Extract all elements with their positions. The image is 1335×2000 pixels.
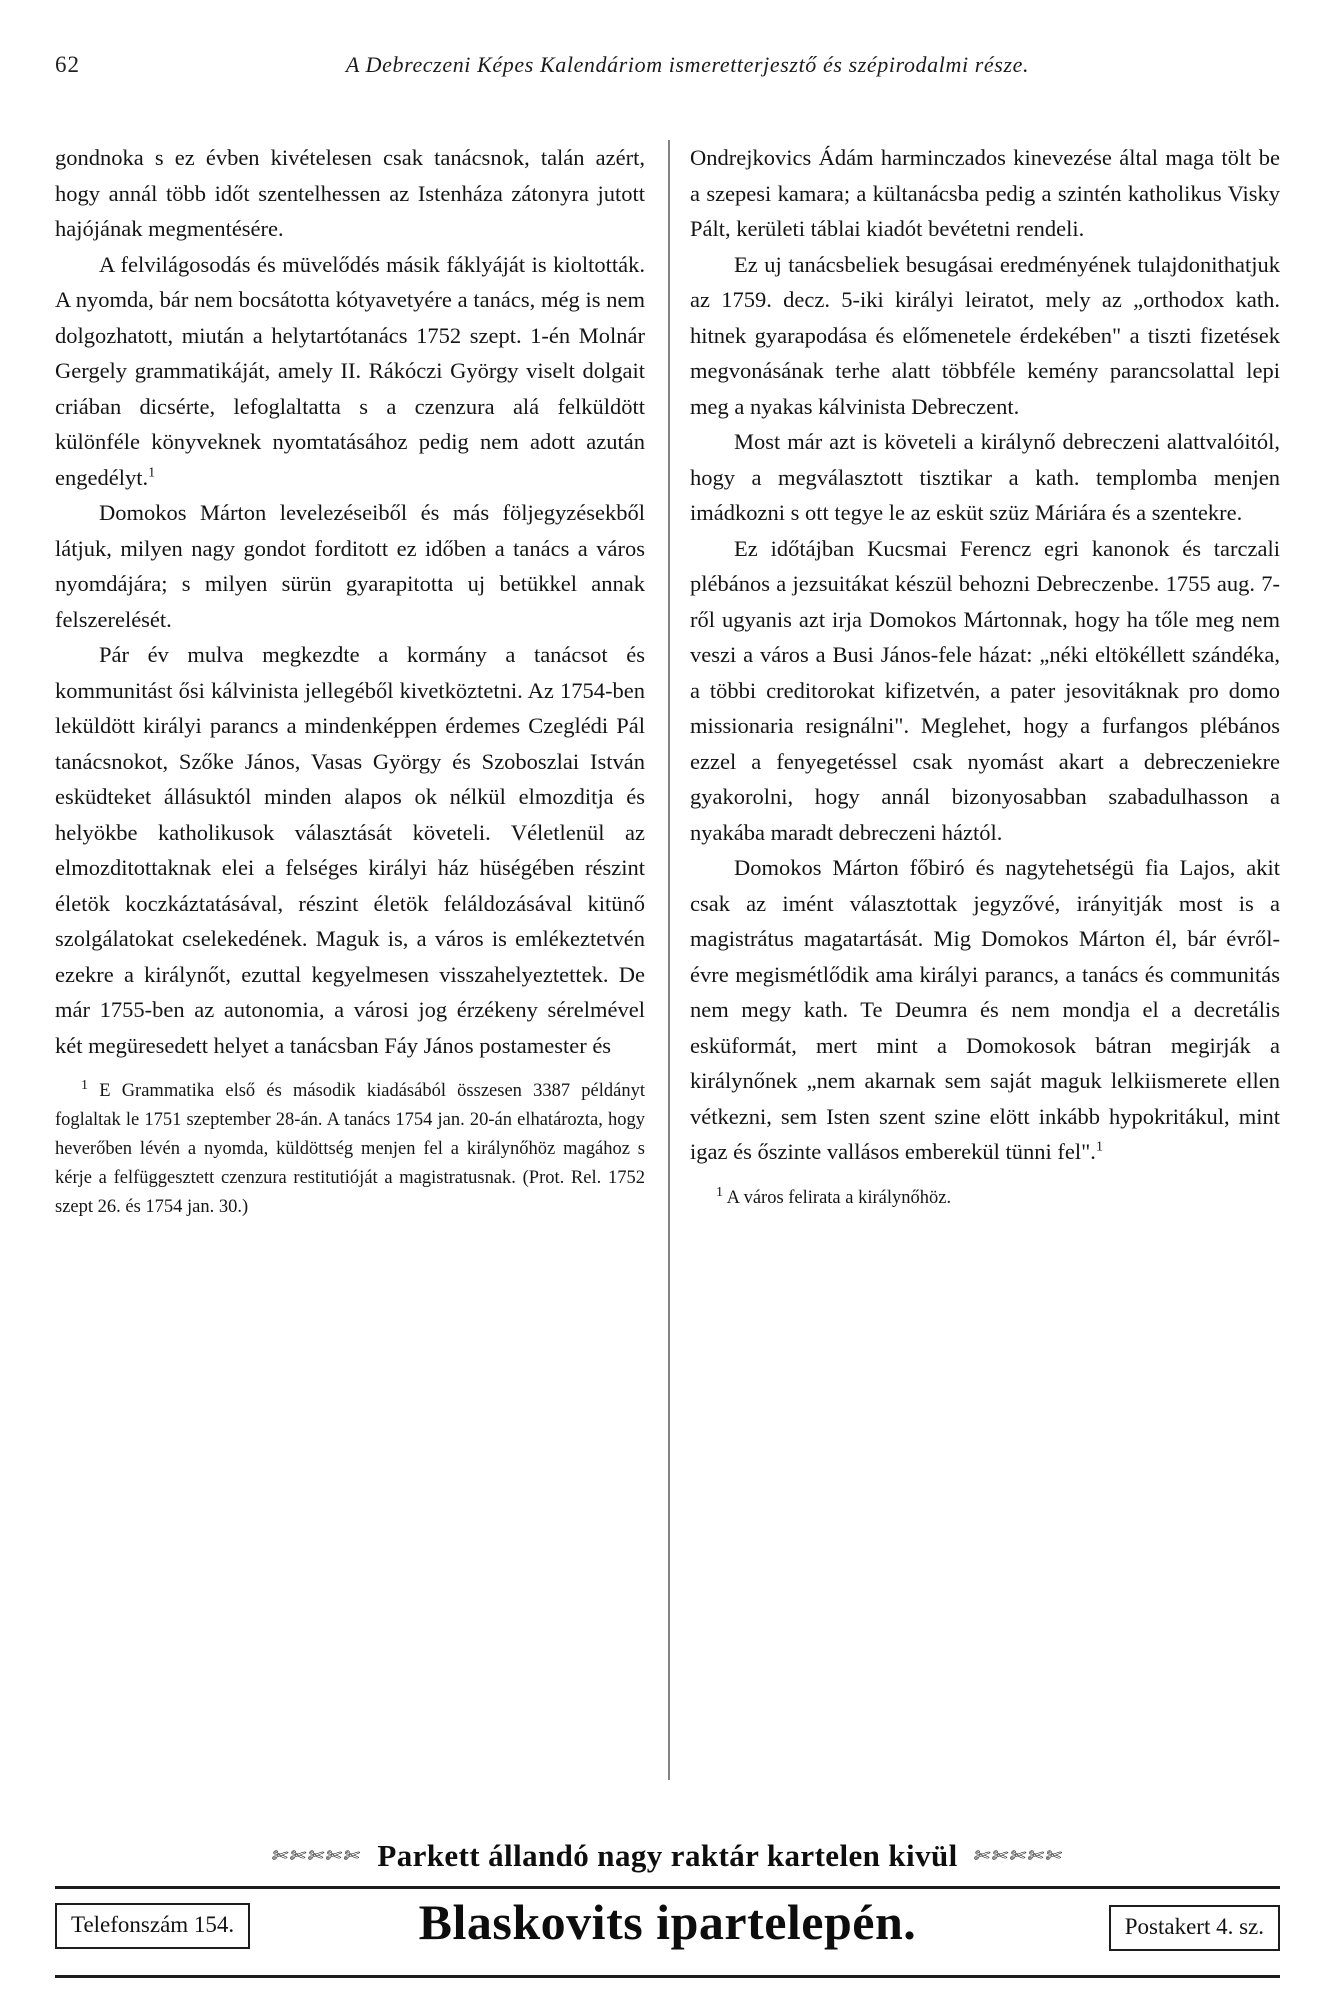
paragraph: Domokos Márton levelezéseiből és más följegyzésekből látjuk, milyen nagy gondot forditott ez időben a tanács a város nyomdájára; s milyen sürün gyarapitotta uj betükkel annak felszerelését.	[55, 500, 645, 632]
right-column	[690, 140, 1280, 1213]
advert-footer-row	[55, 1889, 1280, 1975]
left-column	[55, 140, 645, 1222]
advertisement	[55, 1838, 1280, 1978]
footnote-block	[55, 1077, 645, 1222]
footnote-block	[690, 1184, 1280, 1213]
advert-phone: Telefonszám 154.	[55, 1903, 250, 1949]
advert-headline-row	[55, 1838, 1280, 1886]
advert-headline: Parkett állandó nagy raktár kartelen kivül	[377, 1838, 958, 1873]
paragraph: Pár év mulva megkezdte a kormány a tanácsot és kommunitást ősi kálvinista jellegéből kivetköztetni. Az 1754-ben leküldött királyi parancs a mindenképpen érdemes Czeglédi Pál tanácsnokot, Szőke János, Vasas György és Szoboszlai István esküdteket állásuktól minden alapos ok nélkül elmozditja és helyökbe katholikusok választását követeli. Véletlenül az elmozditottaknak elei a felséges királyi ház hüségében részint életök koczkáztatásával, részint életök feláldozásával kitünő szolgálatokat cselekedének. Maguk is, a város is emlékeztetvén ezekre a királynőt, ezuttal kegyelmesen visszahelyeztettek. De már 1755-ben az autonomia, a városi jog érzékeny sérelmével két megüresedett helyet a tanácsban Fáy János postamester és	[55, 642, 645, 1058]
advert-firm-name: Blaskovits ipartelepén.	[418, 1894, 917, 1950]
text-columns	[55, 140, 1280, 1780]
paragraph: Most már azt is követeli a királynő debreczeni alattvalóitól, hogy a megválasztott tisztikar a kath. templomba menjen imádkozni s ott tegye le az esküt szüz Máriára és a szentekre.	[690, 429, 1280, 525]
page-header	[0, 52, 1335, 86]
paragraph-text: A felvilágosodás és müvelődés másik fáklyáját is kioltották. A nyomda, bár nem bocsátotta kótyavetyére a tanács, még is nem dolgozhatott, miután a helytartótanács 1752 szept. 1-én Molnár Gergely grammatikáját, amely II. Rákóczi György viselt dolgait criában dicsérte, lefoglaltatta s a czenzura alá felküldött különféle könyveknek nyomtatásához pedig nem adott azután engedélyt.	[55, 251, 645, 490]
paragraph-text: Domokos Márton főbiró és nagytehetségü fia Lajos, akit csak az imént választottak jegyzővé, irányitják most is a magistrátus magatartását. Mig Domokos Márton él, bár évről-évre megismétlődik ama királyi parancs, a tanács és communitás nem megy kath. Te Deumra és nem mondja el a decretális esküformát, mert mint a Domokosok bátran megirják a királynőnek „nem akarnak sem saját maguk lelkiismerete ellen vétkezni, sem Isten szent szine elött inkább hypokritákul, mint igaz és őszinte vallásos emberekül tünni fel".	[690, 855, 1280, 1164]
page-number: 62	[55, 52, 80, 77]
advert-address: Postakert 4. sz.	[1109, 1905, 1280, 1951]
paragraph	[690, 850, 1280, 1170]
footnote-ref: 1	[1095, 1139, 1103, 1155]
paragraph: Ez uj tanácsbeliek besugásai eredményének tulajdonithatjuk az 1759. decz. 5-iki királyi leiratot, mely az „orthodox kath. hitnek gyarapodása és előmenetele érdekében" a tiszti fizetések megvonásának terhe alatt többféle kemény parancsolattal lepi meg a nyakas kálvinista Debreczent.	[690, 251, 1280, 419]
scissors-ornament-icon: ✄✄✄✄✄	[269, 1845, 364, 1867]
footnote-ref: 1	[148, 465, 156, 480]
footnote-number: 1	[81, 1077, 88, 1093]
paragraph: Ondrejkovics Ádám harminczados kinevezése által maga tölt be a szepesi kamara; a kültanácsba pedig a szintén katholikus Visky Pált, kerületi táblai kiadót bevétetni rendeli.	[690, 145, 1280, 241]
scissors-ornament-icon: ✄✄✄✄✄	[971, 1845, 1066, 1867]
column-divider-rule	[668, 140, 670, 1780]
footnote-text: A város felirata a királynőhöz.	[726, 1187, 952, 1208]
footnote-entry	[55, 1077, 645, 1222]
footnote-number: 1	[716, 1184, 723, 1200]
paragraph: gondnoka s ez évben kivételesen csak tanácsnok, talán azért, hogy annál több időt szentelhessen az Istenháza zátonyra jutott hajójának megmentésére.	[55, 145, 645, 241]
running-title: A Debreczeni Képes Kalendáriom ismeretterjesztő és szépirodalmi része.	[345, 52, 1030, 77]
paragraph: Ez időtájban Kucsmai Ferencz egri kanonok és tarczali plébános a jezsuitákat készül behozni Debreczenbe. 1755 aug. 7-ről ugyanis azt irja Domokos Mártonnak, hogy ha tőle meg nem veszi a város a Busi János-fele házat: „néki eltökéllett szándéka, a többi creditorokat kifizetvén, a pater jesovitáknak pro domo missionaria resignálni". Meglehet, hogy a furfangos plébános ezzel a fenyegetéssel csak nyomást akart a debreczeniekre gyakorolni, hogy annál bizonyosabban szabadulhasson a nyakába maradt debreczeni háztól.	[690, 535, 1280, 845]
advert-bottom-rule	[55, 1975, 1280, 1978]
paragraph	[55, 247, 645, 496]
footnote-text: E Grammatika első és második kiadásából összesen 3387 példányt foglaltak le 1751 szeptember 28-án. A tanács 1754 jan. 20-án elhatározta, hogy heverőben lévén a nyomda, küldöttség menjen fel a királynőhöz magához s kérje a felfüggesztett czenzura restitutióját a magistratusnak. (Prot. Rel. 1752 szept 26. és 1754 jan. 30.)	[55, 1081, 645, 1217]
footnote-entry	[690, 1184, 1280, 1213]
